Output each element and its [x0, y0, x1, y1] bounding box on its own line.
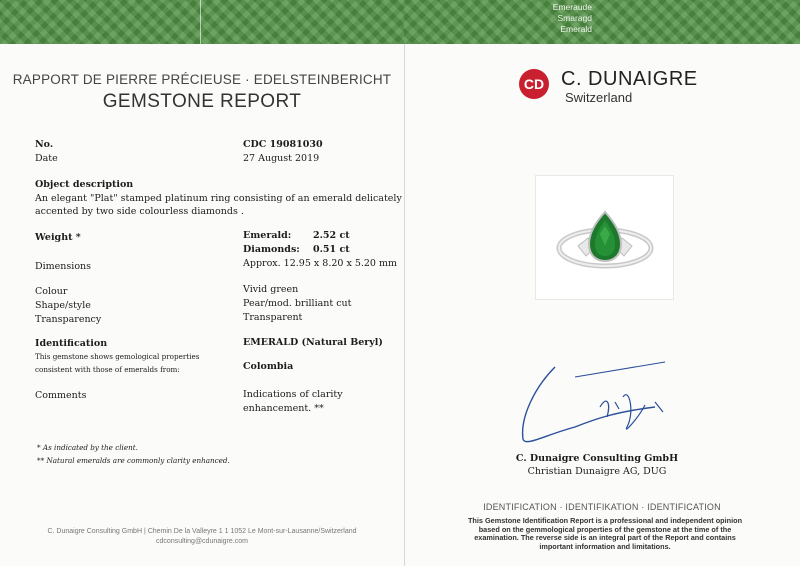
colour-value: Vivid green [243, 284, 299, 295]
header-band-left [0, 0, 404, 44]
band-stone-names [553, 2, 592, 35]
identification-value: EMERALD (Natural Beryl) [243, 337, 383, 348]
origin-value: Colombia [243, 361, 294, 372]
diamonds-weight-label: Diamonds: [243, 244, 300, 255]
dimensions-label: Dimensions [35, 261, 92, 272]
dimensions-value: Approx. 12.95 x 8.20 x 5.20 mm [243, 258, 398, 269]
footer-address: C. Dunaigre Consulting GmbH | Chemin De la Valleyre 1 1 1052 Le Mont-sur-Lausanne/Switzerland [47, 528, 357, 535]
identification-heading: IDENTIFICATION · IDENTIFIKATION · IDENTIFICATION [483, 502, 721, 512]
report-subtitle: RAPPORT DE PIERRE PRÉCIEUSE · EDELSTEINBERICHT [12, 72, 392, 87]
band-divider [200, 0, 201, 44]
cd-logo-icon [518, 68, 554, 100]
object-description-label: Object description [35, 179, 134, 190]
weight-label: Weight * [35, 232, 81, 243]
disclaimer-line1: This Gemstone Identification Report is a professional and independent opinion [467, 516, 743, 525]
signature-icon [515, 357, 675, 452]
object-description-line1: An elegant "Plat" stamped platinum ring consisting of an emerald delicately [35, 193, 402, 204]
footer-email: cdconsulting@cdunaigre.com [156, 538, 248, 545]
identification-label: Identification [35, 338, 108, 349]
comments-line2: enhancement. ** [243, 403, 324, 414]
company-name: C. Dunaigre Consulting GmbH [515, 453, 679, 464]
date-value: 27 August 2019 [243, 153, 320, 164]
disclaimer-line4: important information and limitations. [539, 541, 671, 551]
comments-label: Comments [35, 390, 87, 401]
diamonds-weight-value: 0.51 ct [313, 244, 350, 255]
transparency-label: Transparency [35, 314, 102, 325]
disclaimer [430, 517, 780, 551]
logo-letters: CD [523, 76, 545, 92]
report-title: GEMSTONE REPORT [102, 91, 302, 112]
person-name: Christian Dunaigre AG, DUG [527, 466, 667, 477]
footnote-enhancement: ** Natural emeralds are commonly clarity enhanced. [37, 456, 230, 465]
emerald-ring-image [536, 176, 673, 299]
identification-note-line2: consistent with those of emeralds from: [35, 365, 180, 374]
disclaimer-line2: based on the gemmological properties of the gemstone at the time of the [478, 524, 732, 534]
shape-label: Shape/style [35, 300, 91, 311]
object-description-line2: accented by two side colourless diamonds . [35, 206, 244, 217]
footnote-client: * As indicated by the client. [37, 443, 138, 452]
number-label: No. [35, 139, 54, 150]
header-band-right [404, 0, 800, 44]
brand-subtitle: Switzerland [565, 90, 633, 105]
comments-line1: Indications of clarity [243, 389, 343, 400]
band-name-fr: Emeraude [552, 2, 592, 12]
band-name-de: Smaragd [557, 13, 592, 23]
ring-photo [535, 175, 674, 300]
transparency-value: Transparent [243, 312, 303, 323]
colour-label: Colour [35, 286, 68, 297]
emerald-weight-label: Emerald: [243, 230, 292, 241]
number-value: CDC 19081030 [243, 139, 323, 150]
emerald-weight-value: 2.52 ct [313, 230, 350, 241]
identification-note-line1: This gemstone shows gemological properties [35, 352, 200, 361]
band-name-en: Emerald [560, 24, 592, 34]
shape-value: Pear/mod. brilliant cut [243, 298, 352, 309]
page-fold [404, 44, 405, 566]
brand-name: C. DUNAIGRE [561, 68, 698, 90]
disclaimer-line3: examination. The reverse side is an integral part of the Report and contains [474, 533, 736, 543]
date-label: Date [35, 153, 58, 164]
